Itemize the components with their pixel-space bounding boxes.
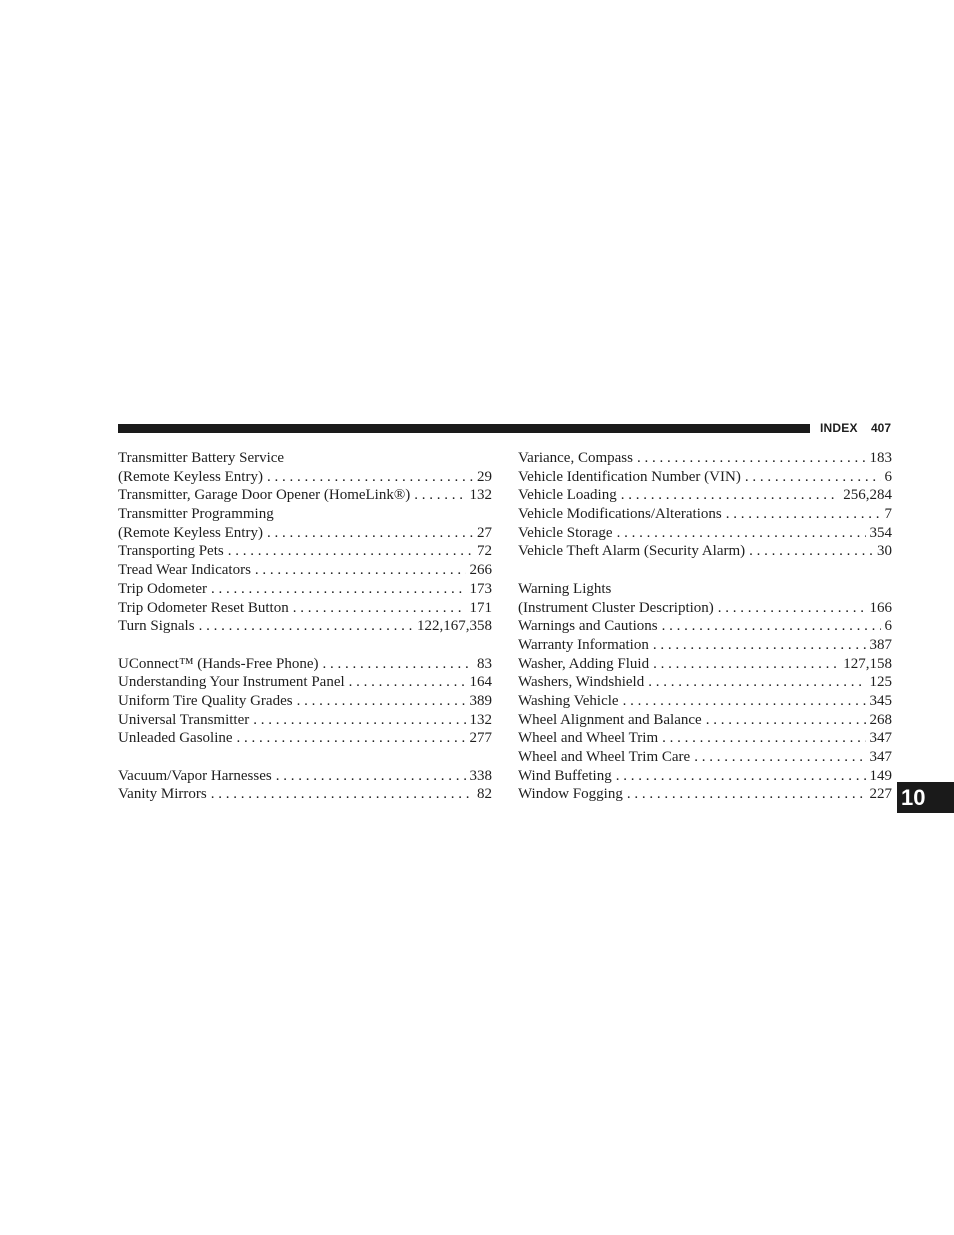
- index-page-ref: 82: [477, 786, 492, 803]
- index-term: Washers, Windshield: [518, 674, 645, 691]
- index-page-ref: 277: [469, 730, 492, 747]
- index-term: Vehicle Theft Alarm (Security Alarm): [518, 543, 746, 560]
- dot-leader: [662, 729, 865, 748]
- index-page-ref: 173: [469, 580, 492, 597]
- dot-leader: [706, 711, 866, 730]
- index-term: Wheel and Wheel Trim Care: [518, 749, 691, 765]
- index-term: Wind Buffeting: [518, 767, 612, 784]
- index-term: Warranty Information: [518, 636, 649, 653]
- index-entry: [518, 767, 892, 786]
- index-entry: [118, 449, 492, 468]
- dot-leader: [694, 748, 865, 767]
- index-term: Understanding Your Instrument Panel: [118, 674, 345, 691]
- index-term: (Remote Keyless Entry): [118, 468, 263, 485]
- index-entry: [118, 729, 492, 748]
- index-term: Vacuum/Vapor Harnesses: [118, 767, 272, 784]
- index-page-ref: 268: [869, 711, 892, 728]
- dot-leader: [323, 655, 474, 674]
- index-page-ref: 149: [869, 767, 892, 784]
- index-page-ref: 132: [469, 487, 492, 504]
- index-page-ref: 29: [477, 468, 492, 485]
- dot-leader: [718, 599, 866, 618]
- index-entry: [118, 468, 492, 487]
- index-entry: [518, 729, 892, 748]
- index-entry: [518, 655, 892, 674]
- index-term: Universal Transmitter: [118, 711, 250, 728]
- index-term: Unleaded Gasoline: [118, 730, 233, 747]
- index-entry: [118, 524, 492, 543]
- dot-leader: [293, 599, 466, 618]
- dot-leader: [199, 617, 413, 636]
- index-entry: [518, 468, 892, 487]
- index-term: Warning Lights: [518, 580, 612, 597]
- index-entry: [118, 655, 492, 674]
- index-page-ref: 345: [869, 692, 892, 709]
- index-term: Turn Signals: [118, 618, 195, 635]
- dot-leader: [267, 524, 473, 543]
- index-entry: [118, 505, 492, 524]
- index-page-ref: 338: [469, 767, 492, 784]
- index-page-ref: 171: [469, 599, 492, 616]
- dot-leader: [297, 692, 466, 711]
- dot-leader: [211, 785, 473, 804]
- index-page-ref: 354: [869, 524, 892, 541]
- letter-group-gap: [518, 561, 892, 580]
- dot-leader: [621, 486, 840, 505]
- index-term: Transmitter, Garage Door Opener (HomeLink®): [118, 487, 411, 504]
- index-term: Transmitter Battery Service: [118, 450, 285, 466]
- dot-leader: [745, 468, 881, 487]
- dot-leader: [637, 449, 866, 468]
- index-entry: [518, 692, 892, 711]
- index-term: Trip Odometer Reset Button: [118, 599, 289, 616]
- index-term: Warnings and Cautions: [518, 618, 658, 635]
- index-term: (Remote Keyless Entry): [118, 524, 263, 541]
- index-entry: [118, 785, 492, 804]
- index-term: Vehicle Modifications/Alterations: [518, 506, 722, 523]
- index-page-ref: 347: [869, 730, 892, 747]
- index-entry: [518, 505, 892, 524]
- index-page-ref: 30: [877, 543, 892, 560]
- index-entry: [518, 636, 892, 655]
- index-term: Variance, Compass: [518, 450, 633, 466]
- index-page-ref: 183: [869, 450, 892, 466]
- index-page-ref: 6: [884, 468, 892, 485]
- letter-group-gap: [118, 636, 492, 655]
- index-page-ref: 164: [469, 674, 492, 691]
- index-page-ref: 389: [469, 692, 492, 709]
- dot-leader: [648, 673, 865, 692]
- letter-group-gap: [118, 748, 492, 767]
- index-entry: [118, 692, 492, 711]
- index-term: Transmitter Programming: [118, 506, 274, 523]
- dot-leader: [749, 542, 873, 561]
- index-entry: [518, 673, 892, 692]
- index-page-ref: 83: [477, 655, 492, 672]
- index-page-ref: 166: [869, 599, 892, 616]
- index-term: Tread Wear Indicators: [118, 562, 251, 579]
- dot-leader: [662, 617, 881, 636]
- index-entry: [518, 524, 892, 543]
- index-term: Washer, Adding Fluid: [518, 655, 650, 672]
- index-page-ref: 127,158: [843, 655, 892, 672]
- index-term: Trip Odometer: [118, 580, 208, 597]
- index-entry: [518, 785, 892, 804]
- index-page-ref: 72: [477, 543, 492, 560]
- index-entry: [518, 580, 892, 599]
- index-column-right: [518, 449, 892, 804]
- index-term: Vehicle Identification Number (VIN): [518, 468, 741, 485]
- index-page-ref: 27: [477, 524, 492, 541]
- dot-leader: [627, 785, 866, 804]
- index-page-ref: 7: [884, 506, 892, 523]
- dot-leader: [623, 692, 866, 711]
- index-entry: [118, 599, 492, 618]
- index-entry: [118, 617, 492, 636]
- dot-leader: [211, 580, 465, 599]
- index-page-ref: 387: [869, 636, 892, 653]
- index-page-ref: 6: [884, 618, 892, 635]
- index-entry: [118, 673, 492, 692]
- dot-leader: [237, 729, 466, 748]
- dot-leader: [617, 524, 866, 543]
- index-entry: [118, 711, 492, 730]
- dot-leader: [253, 711, 465, 730]
- index-page-ref: 122,167,358: [417, 618, 492, 635]
- index-page-ref: 266: [469, 562, 492, 579]
- index-entry: [118, 486, 492, 505]
- index-term: Vehicle Loading: [518, 487, 617, 504]
- index-term: Vehicle Storage: [518, 524, 613, 541]
- dot-leader: [228, 542, 473, 561]
- page-number: 407: [870, 421, 891, 435]
- dot-leader: [267, 468, 473, 487]
- index-entry: [518, 599, 892, 618]
- index-entry: [118, 767, 492, 786]
- index-entry: [518, 449, 892, 468]
- index-term: Transporting Pets: [118, 543, 224, 560]
- index-term: Wheel Alignment and Balance: [518, 711, 702, 728]
- index-entry: [518, 617, 892, 636]
- chapter-tab: 10: [897, 782, 954, 813]
- index-term: Wheel and Wheel Trim: [518, 730, 659, 747]
- index-entry: [518, 711, 892, 730]
- index-term: Window Fogging: [518, 786, 623, 803]
- dot-leader: [255, 561, 466, 580]
- index-entry: [518, 748, 892, 767]
- index-page-ref: 125: [869, 674, 892, 691]
- index-term: (Instrument Cluster Description): [518, 599, 714, 616]
- index-column-left: [118, 449, 492, 804]
- section-label: INDEX: [820, 421, 858, 435]
- index-term: Vanity Mirrors: [118, 786, 207, 803]
- index-term: UConnect™ (Hands-Free Phone): [118, 655, 319, 672]
- index-entry: [118, 561, 492, 580]
- index-page-ref: 347: [869, 749, 892, 765]
- index-page-ref: 227: [869, 786, 892, 803]
- dot-leader: [653, 655, 839, 674]
- index-page-ref: 256,284: [843, 487, 892, 504]
- dot-leader: [726, 505, 881, 524]
- dot-leader: [414, 486, 465, 505]
- index-entry: [118, 580, 492, 599]
- dot-leader: [276, 767, 466, 786]
- dot-leader: [616, 767, 866, 786]
- header-rule: [118, 424, 810, 433]
- dot-leader: [349, 673, 466, 692]
- index-page-ref: 132: [469, 711, 492, 728]
- index-term: Washing Vehicle: [518, 692, 619, 709]
- index-entry: [518, 542, 892, 561]
- dot-leader: [653, 636, 866, 655]
- index-term: Uniform Tire Quality Grades: [118, 692, 293, 709]
- index-entry: [518, 486, 892, 505]
- index-entry: [118, 542, 492, 561]
